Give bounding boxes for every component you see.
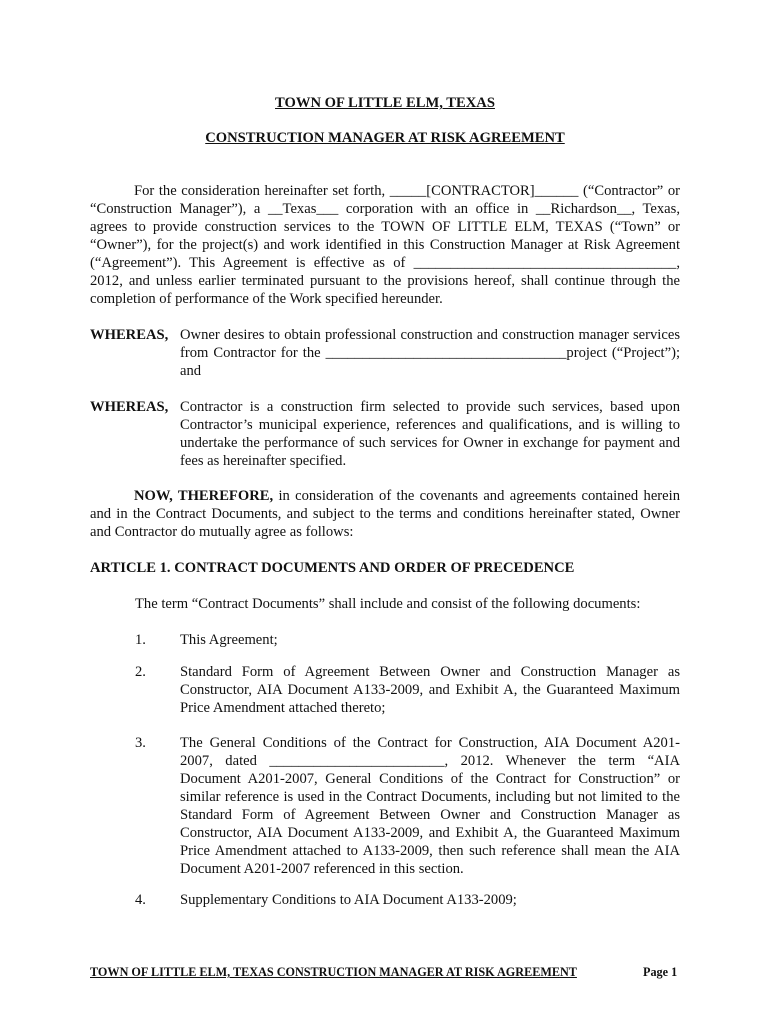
list-item-text-4: Supplementary Conditions to AIA Document A133-2009;: [180, 892, 517, 908]
article-1-intro-text: The term “Contract Documents” shall include and consist of the following documents:: [135, 596, 641, 612]
item-number-1: 1.: [135, 632, 146, 648]
whereas-label-2: WHEREAS,: [90, 399, 169, 415]
list-item-text-2: Standard Form of Agreement Between Owner and Construction Manager as Constructor, AIA Document A133-2009, and Exhibit A, the Guaranteed Maximum Price Amendment attached thereto;: [180, 664, 680, 716]
now-therefore-text: in consideration of the covenants and agreements contained herein and in the Contract Documents, and subject to the terms and conditions hereinafter stated, Owner and Contractor do mutually agree as follows:: [90, 488, 680, 540]
document-title: TOWN OF LITTLE ELM, TEXAS: [275, 95, 495, 111]
whereas-clause-1: [180, 326, 680, 380]
item-number-4: 4.: [135, 892, 146, 908]
whereas-text-1: Owner desires to obtain professional construction and construction manager services from Contractor for the _________________________________project (“Project”); and: [180, 327, 680, 379]
list-item-text-1: This Agreement;: [180, 632, 278, 648]
list-item-3: [180, 734, 680, 878]
list-item-1: [180, 631, 680, 649]
article-1-intro: [135, 595, 680, 613]
article-1-heading: ARTICLE 1. CONTRACT DOCUMENTS AND ORDER OF PRECEDENCE: [90, 560, 575, 576]
item-number-2: 2.: [135, 664, 146, 680]
now-therefore-lead: NOW, THEREFORE,: [134, 488, 274, 504]
whereas-text-2: Contractor is a construction firm selected to provide such services, based upon Contractor’s municipal experience, references and qualifications, and is willing to undertake the performance of such services for Owner in exchange for payment and fees as hereinafter specified.: [180, 399, 680, 469]
intro-paragraph: [90, 182, 680, 308]
whereas-clause-2: [180, 398, 680, 470]
document-subtitle: CONSTRUCTION MANAGER AT RISK AGREEMENT: [205, 130, 565, 146]
item-number-3: 3.: [135, 735, 146, 751]
list-item-2: [180, 663, 680, 717]
list-item-text-3: The General Conditions of the Contract for Construction, AIA Document A201-2007, dated ________________________, 2012. Whenever the term “AIA Document A201-2007, General Conditions of the Contract for Construction” or similar reference is used in the Contract Documents, including but not limited to the Standard Form of Agreement Between Owner and Construction Manager as Constructor, AIA Document A133-2009, and Exhibit A, the Guaranteed Maximum Price Amendment attached to A133-2009, then such reference shall mean the AIA Document A201-2007 referenced in this section.: [180, 735, 680, 877]
list-item-4: [180, 891, 680, 909]
intro-text: For the consideration hereinafter set forth, _____[CONTRACTOR]______ (“Contractor” or “Construction Manager”), a __Texas___ corporation with an office in __Richardson__, Texas, agrees to provide construction services to the TOWN OF LITTLE ELM, TEXAS (“Town” or “Owner”), for the project(s) and work identified in this Construction Manager at Risk Agreement (“Agreement”). This Agreement is effective as of ____________________________________, 2012, and unless earlier terminated pursuant to the provisions hereof, shall continue through the completion of performance of the Work specified hereunder.: [90, 183, 680, 307]
whereas-label-1: WHEREAS,: [90, 327, 169, 343]
now-therefore-paragraph: [90, 487, 680, 541]
footer-document-title: TOWN OF LITTLE ELM, TEXAS CONSTRUCTION MANAGER AT RISK AGREEMENT: [90, 965, 577, 979]
footer-page-number: Page 1: [643, 965, 678, 979]
